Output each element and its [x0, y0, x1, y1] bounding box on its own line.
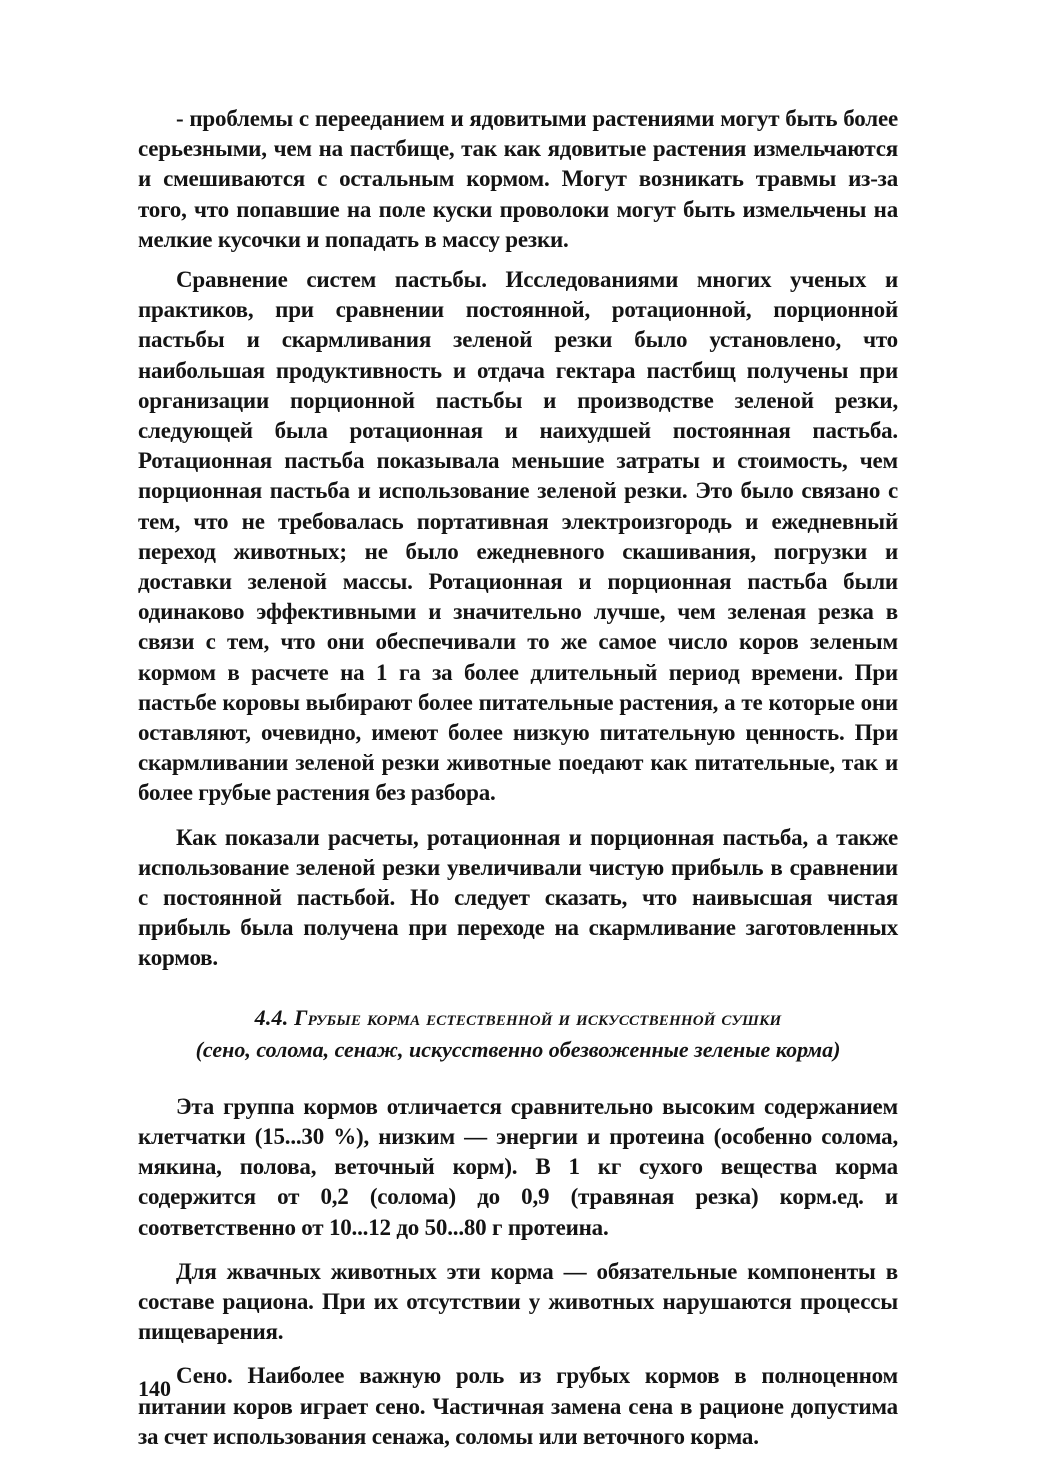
ruminants-paragraph: Для жвачных животных эти корма — обязательные компоненты в составе рациона. При их отсутствии у животных нарушаются процессы пищеварения.: [138, 1258, 898, 1345]
comparison-paragraph: [138, 265, 898, 809]
page-number: 140: [138, 1376, 171, 1401]
page-body: [138, 104, 898, 1466]
group-paragraph: Эта группа кормов отличается сравнительно высоким содержанием клетчатки (15...30 %), низким — энергии и протеина (особенно солома, мякина, полова, веточный корм). В 1 кг сухого вещества корма содержится от 0,2 (солома) до 0,9 (травяная резка) корм.ед. и соответственно от 10...12 до 50...80 г протеина.: [138, 1093, 898, 1240]
comparison-lead: Сравнение систем пастьбы.: [176, 267, 487, 293]
hay-lead: Сено.: [176, 1363, 233, 1389]
hay-paragraph: [138, 1361, 898, 1452]
comparison-text: Исследованиями многих ученых и практиков, при сравнении постоянной, ротационной, порционной пастьбы и скармливания зеленой резки было установлено, что наибольшая продуктивность и отдача гектара пастбищ получены при организации порционной пастьбы и производстве зеленой резки, следующей была ротационная и наихудшей постоянная пастьба. Ротационная пастьба показывала меньшие затраты и стоимость, чем порционная пастьба и использование зеленой резки. Это было связано с тем, что не требовалась портативная электроизгородь и ежедневный переход животных; не было ежедневного скашивания, погрузки и доставки зеленой массы. Ротационная и порционная пастьба были одинаково эффективными и значительно лучше, чем зеленая резка в связи с тем, что они обеспечивали то же самое число коров зеленым кормом в расчете на 1 га за более длительный период времени. При пастьбе коровы выбирают более питательные растения, а те которые они оставляют, очевидно, имеют более низкую питательную ценность. При скармливании зеленой резки животные поедают как питательные, так и более грубые растения без разбора.: [138, 267, 898, 806]
section-subtitle: (сено, солома, сенаж, искусственно обезвоженные зеленые корма): [195, 1036, 841, 1062]
calculations-paragraph: Как показали расчеты, ротационная и порционная пастьба, а также использование зеленой резки увеличивали чистую прибыль в сравнении с постоянной пастьбой. Но следует сказать, что наивысшая чистая прибыль была получена при переходе на скармливание заготовленных кормов.: [138, 824, 898, 971]
hay-text: Наиболее важную роль из грубых кормов в полноценном питании коров играет сено. Частичная замена сена в рационе допустима за счет использования сенажа, соломы или веточного корма.: [138, 1363, 898, 1449]
section-heading: [138, 1002, 898, 1066]
bullet-paragraph: - проблемы с перееданием и ядовитыми растениями могут быть более серьезными, чем на пастбище, так как ядовитые растения измельчаются и смешиваются с остальным кормом. Могут возникать травмы из-за того, что попавшие на поле куски проволоки могут быть измельчены на мелкие кусочки и попадать в массу резки.: [138, 106, 898, 252]
section-title: 4.4. Грубые корма естественной и искусственной сушки: [254, 1004, 782, 1030]
